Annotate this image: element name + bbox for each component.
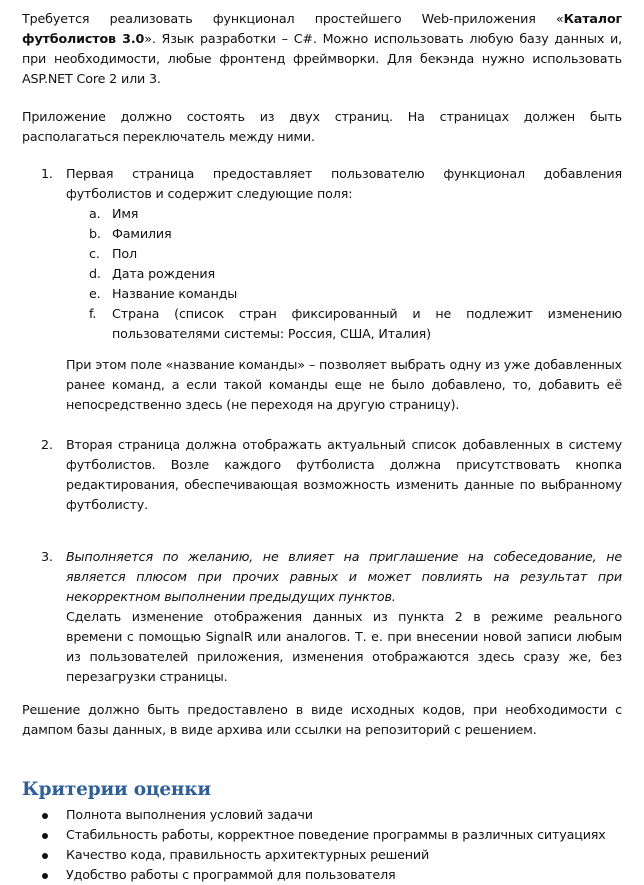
bullet-icon — [42, 833, 48, 839]
criteria-text: Удобство работы с программой для пользователя — [66, 867, 396, 882]
list-item-1 — [22, 164, 622, 415]
criteria-text: Стабильность работы, корректное поведение программы в различных ситуациях — [66, 827, 606, 842]
bullet-icon — [42, 813, 48, 819]
field-item — [89, 224, 622, 244]
field-text: Дата рождения — [112, 266, 215, 281]
field-text: Фамилия — [112, 226, 172, 241]
criteria-item — [22, 825, 622, 845]
list-number: 1. — [41, 166, 53, 181]
field-letter: f. — [89, 306, 97, 321]
criteria-item — [22, 845, 622, 865]
field-letter: e. — [89, 286, 101, 301]
list-item-text: Вторая страница должна отображать актуальный список добавленных в систему футболистов. Возле каждого футболиста должна присутствовать кнопка редактирования, обеспечивающая возможность изменить данные по выбранному футболисту. — [66, 437, 622, 512]
field-text: Пол — [112, 246, 137, 261]
list-number: 3. — [41, 549, 53, 564]
optional-note: Выполняется по желанию, не влияет на приглашение на собеседование, не является плюсом при прочих равных и может повлиять на результат при некорректном выполнении предыдущих пунктов. — [66, 549, 622, 604]
list-item-text: Первая страница предоставляет пользователю функционал добавления футболистов и содержит следующие поля: — [66, 166, 622, 201]
pages-paragraph: Приложение должно состоять из двух страниц. На страницах должен быть располагаться переключатель между ними. — [22, 109, 622, 144]
criteria-text: Полнота выполнения условий задачи — [66, 807, 313, 822]
field-item — [89, 284, 622, 304]
bullet-icon — [42, 853, 48, 859]
field-letter: a. — [89, 206, 101, 221]
field-letter: c. — [89, 246, 100, 261]
list-number: 2. — [41, 437, 53, 452]
field-item — [89, 264, 622, 284]
bullet-icon — [42, 873, 48, 879]
field-item — [89, 204, 622, 224]
field-letter: d. — [89, 266, 101, 281]
field-text: Страна (список стран фиксированный и не подлежит изменению пользователями системы: Россия, США, Италия) — [112, 306, 622, 341]
field-text: Название команды — [112, 286, 238, 301]
list-item-text: Сделать изменение отображения данных из пункта 2 в режиме реального времени с помощью SignalR или аналогов. Т. е. при внесении новой записи любым из пользователей приложения, изменения отображаются здесь сразу же, без перезагрузки страницы. — [66, 609, 622, 684]
list-item-2 — [22, 435, 622, 515]
intro-text-part1: Требуется реализовать функционал простейшего Web-приложения « — [22, 11, 564, 26]
document-page — [22, 9, 622, 885]
list-item-3 — [22, 547, 622, 687]
field-letter: b. — [89, 226, 101, 241]
team-field-note: При этом поле «название команды» – позволяет выбрать одну из уже добавленных ранее команд, а если такой команды еще не было добавлено, то, добавить её непосредственно здесь (не переходя на другую страницу). — [66, 357, 622, 412]
intro-text-part2: ». Язык разработки – C#. Можно использовать любую базу данных и, при необходимости, любые фронтенд фреймворки. Для бекэнда нужно использовать ASP.NET Core 2 или 3. — [22, 31, 623, 86]
criteria-item — [22, 865, 622, 885]
field-text: Имя — [112, 206, 139, 221]
solution-paragraph: Решение должно быть предоставлено в виде исходных кодов, при необходимости с дампом базы данных, в виде архива или ссылки на репозиторий с решением. — [22, 702, 622, 737]
criteria-item — [22, 805, 622, 825]
app-name: Каталог футболистов 3.0 — [22, 11, 622, 46]
criteria-heading: Критерии оценки — [22, 779, 211, 800]
criteria-list — [22, 805, 622, 885]
field-item — [89, 304, 622, 344]
field-item — [89, 244, 622, 264]
criteria-text: Качество кода, правильность архитектурных решений — [66, 847, 430, 862]
intro-paragraph — [22, 9, 622, 89]
fields-list — [66, 204, 622, 344]
